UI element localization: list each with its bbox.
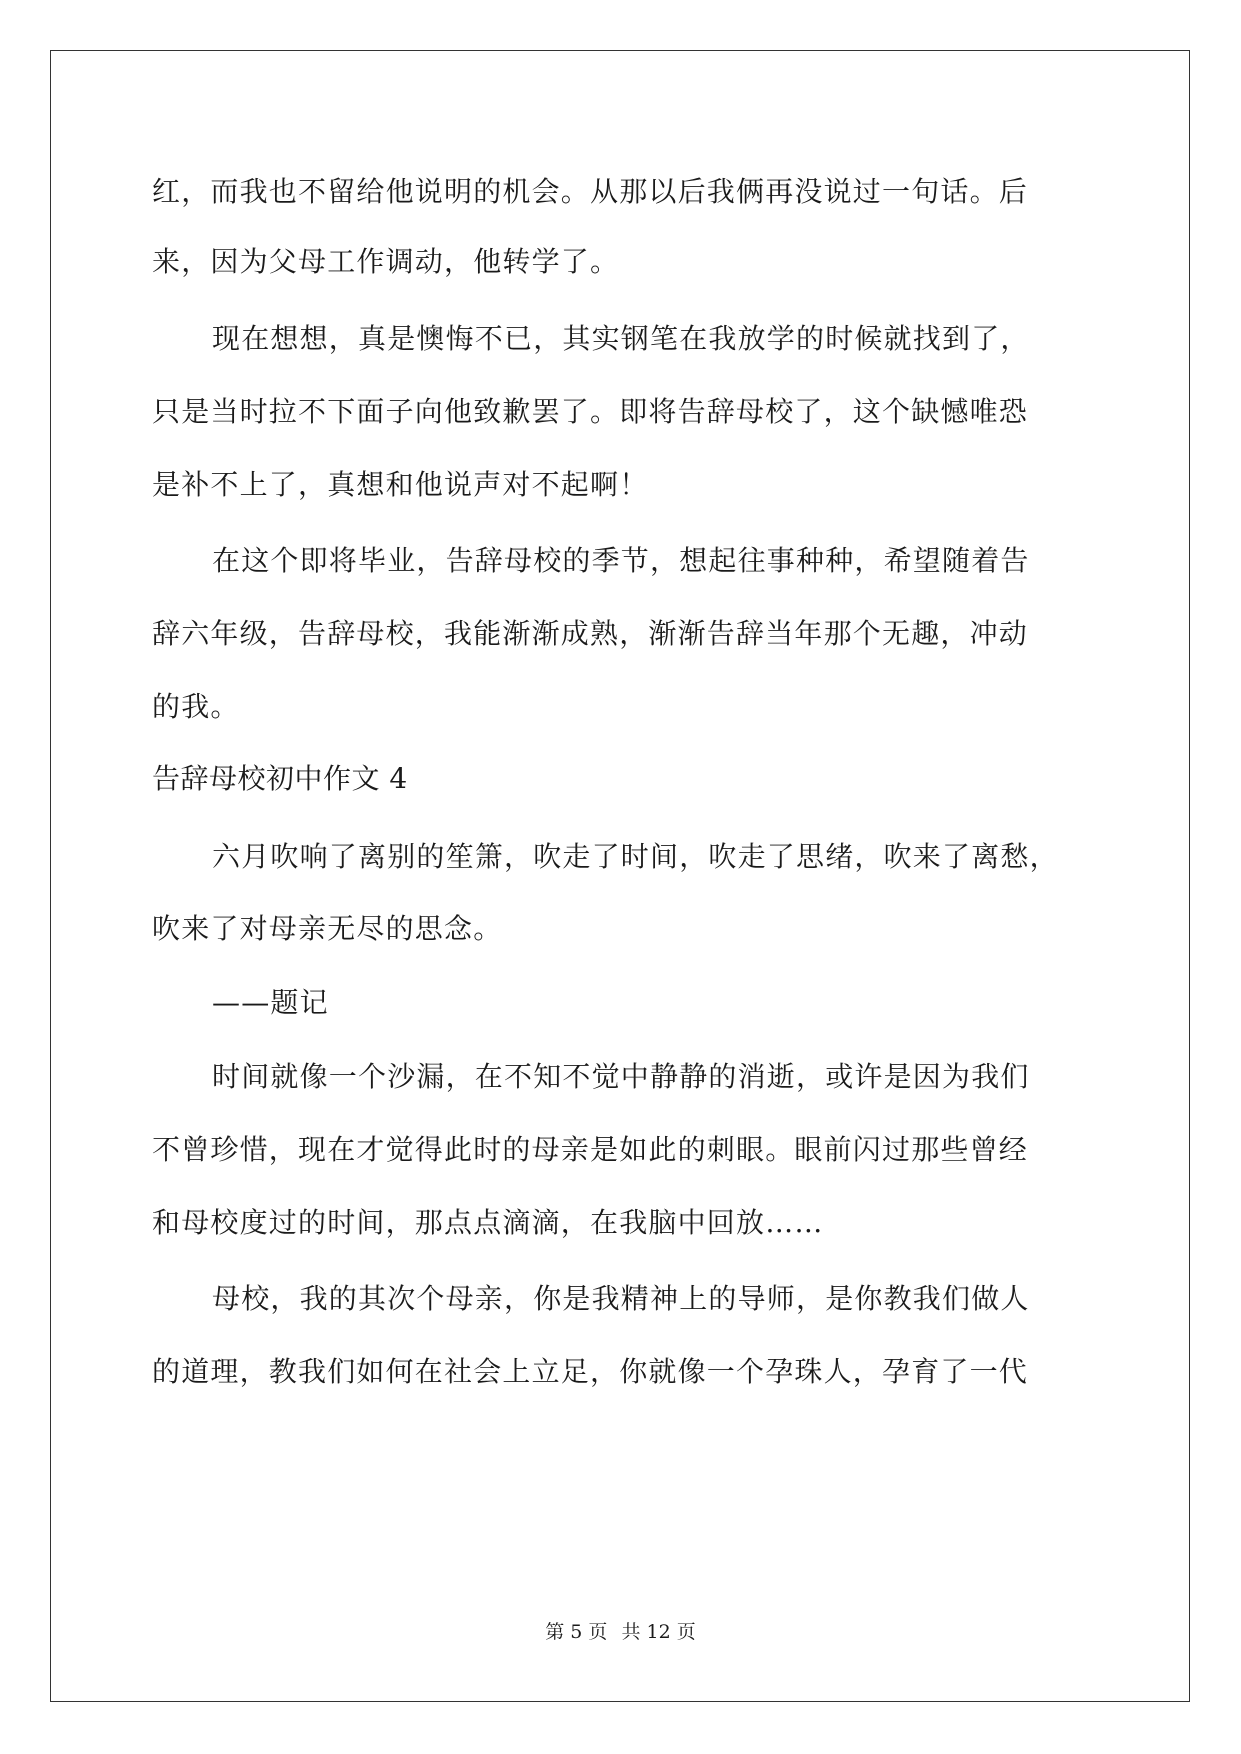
paragraph-line: 吹来了对母亲无尽的思念。 bbox=[152, 912, 503, 945]
paragraph-line: 母校，我的其次个母亲，你是我精神上的导师，是你教我们做人 bbox=[212, 1282, 1030, 1315]
paragraph-line: 只是当时拉不下面子向他致歉罢了。即将告辞母校了，这个缺憾唯恐 bbox=[152, 395, 1029, 428]
epigraph-attribution: ——题记 bbox=[212, 986, 329, 1019]
paragraph-line: 在这个即将毕业，告辞母校的季节，想起往事种种，希望随着告 bbox=[212, 544, 1030, 577]
section-heading: 告辞母校初中作文 4 bbox=[152, 762, 408, 795]
paragraph-line: 不曾珍惜，现在才觉得此时的母亲是如此的刺眼。眼前闪过那些曾经 bbox=[152, 1133, 1029, 1166]
page-total: 共 12 页 bbox=[621, 1621, 696, 1643]
paragraph-line: 来，因为父母工作调动，他转学了。 bbox=[152, 245, 620, 278]
page-number: 第 5 页 bbox=[545, 1621, 608, 1643]
paragraph-line: 现在想想，真是懊悔不已，其实钢笔在我放学的时候就找到了， bbox=[212, 322, 1030, 355]
paragraph-line: 的道理，教我们如何在社会上立足，你就像一个孕珠人，孕育了一代 bbox=[152, 1355, 1029, 1388]
paragraph-line: 是补不上了，真想和他说声对不起啊！ bbox=[152, 468, 649, 501]
page-footer bbox=[0, 1620, 1241, 1644]
paragraph-line: 的我。 bbox=[152, 690, 240, 723]
paragraph-line: 时间就像一个沙漏，在不知不觉中静静的消逝，或许是因为我们 bbox=[212, 1060, 1030, 1093]
paragraph-line: 辞六年级，告辞母校，我能渐渐成熟，渐渐告辞当年那个无趣，冲动 bbox=[152, 617, 1029, 650]
paragraph-line: 和母校度过的时间，那点点滴滴，在我脑中回放…… bbox=[152, 1206, 824, 1239]
paragraph-line: 六月吹响了离别的笙箫，吹走了时间，吹走了思绪，吹来了离愁， bbox=[212, 840, 1059, 873]
paragraph-line: 红，而我也不留给他说明的机会。从那以后我俩再没说过一句话。后 bbox=[152, 175, 1029, 208]
